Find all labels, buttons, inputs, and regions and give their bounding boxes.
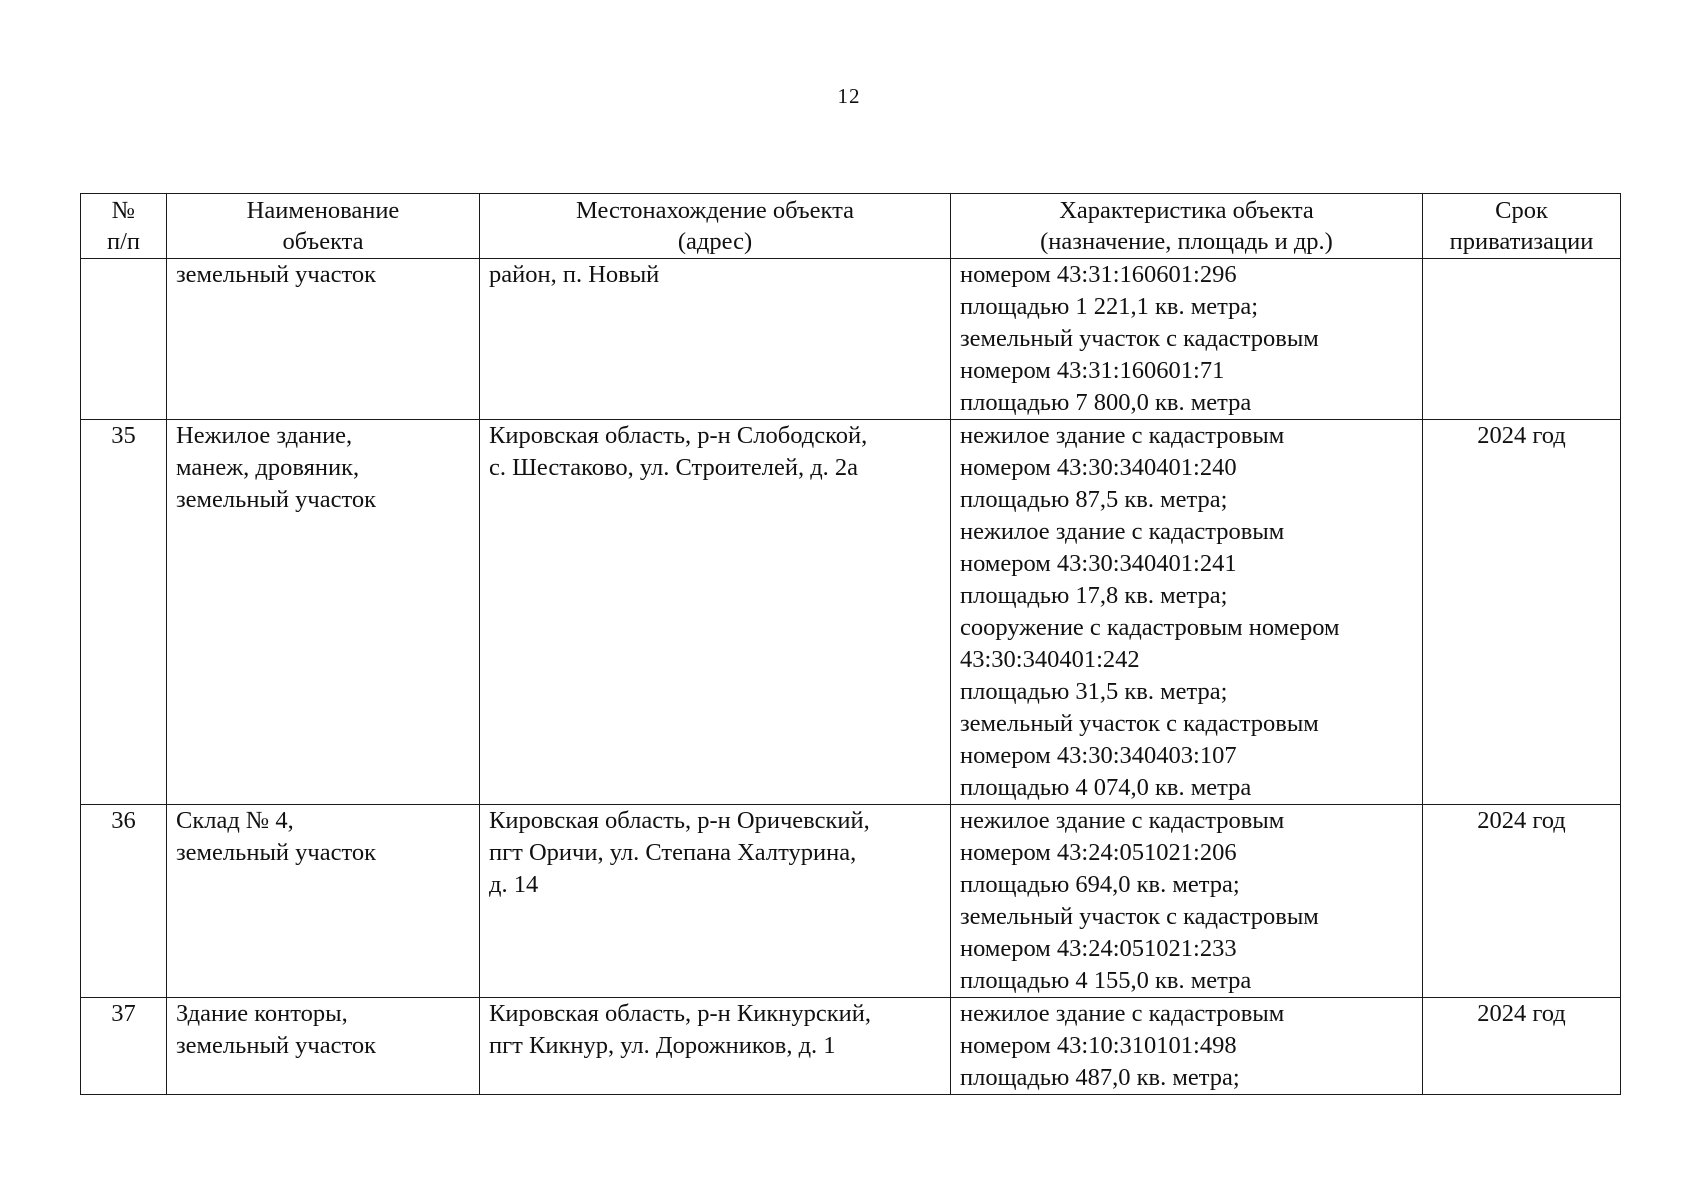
characteristics-line: площадью 17,8 кв. метра; [960,582,1228,609]
row-name-cell [167,259,480,420]
row-term-cell: 2024 год [1423,998,1621,1095]
name-line: земельный участок [176,486,376,513]
characteristics-line: номером 43:24:051021:206 [960,839,1237,866]
row-name-cell [167,805,480,998]
characteristics-line: площадью 1 221,1 кв. метра; [960,293,1259,320]
header-num-line: № [111,197,136,224]
row-num-cell [81,259,167,420]
address-line: Кировская область, р-н Кикнурский, [489,1000,871,1027]
characteristics-line: 43:30:340401:242 [960,646,1140,673]
table-row [81,420,1621,805]
row-term-cell [1423,259,1621,420]
privatization-table [80,193,1621,1095]
header-name [167,194,480,259]
address-line: пгт Кикнур, ул. Дорожников, д. 1 [489,1032,836,1059]
row-address-cell [480,420,951,805]
row-address-cell [480,259,951,420]
row-name-cell [167,420,480,805]
address-line: с. Шестаково, ул. Строителей, д. 2а [489,454,859,481]
header-num [81,194,167,259]
row-num-cell: 37 [81,998,167,1095]
row-characteristics-cell [951,259,1423,420]
name-line: земельный участок [176,261,376,288]
characteristics-line: нежилое здание с кадастровым [960,422,1285,449]
characteristics-line: площадью 4 155,0 кв. метра [960,967,1252,994]
characteristics-line: площадью 694,0 кв. метра; [960,871,1240,898]
characteristics-line: номером 43:31:160601:296 [960,261,1237,288]
characteristics-line: номером 43:24:051021:233 [960,935,1237,962]
name-line: Нежилое здание, [176,422,353,449]
header-address-line: Местонахождение объекта [576,197,854,224]
address-line: пгт Оричи, ул. Степана Халтурина, [489,839,857,866]
row-num-cell: 36 [81,805,167,998]
header-term [1423,194,1621,259]
characteristics-line: площадью 487,0 кв. метра; [960,1064,1240,1091]
header-characteristics-line: Характеристика объекта [1059,197,1314,224]
row-num-cell: 35 [81,420,167,805]
row-name-cell [167,998,480,1095]
page-number: 12 [837,84,861,108]
characteristics-line: площадью 7 800,0 кв. метра [960,389,1252,416]
header-num-line: п/п [106,228,141,255]
characteristics-line: площадью 87,5 кв. метра; [960,486,1228,513]
header-characteristics [951,194,1423,259]
header-name-line: объекта [282,228,364,255]
name-line: Здание конторы, [176,1000,348,1027]
row-characteristics-cell [951,805,1423,998]
address-line: Кировская область, р-н Слободской, [489,422,868,449]
characteristics-line: номером 43:30:340403:107 [960,742,1237,769]
characteristics-line: нежилое здание с кадастровым [960,518,1285,545]
name-line: Склад № 4, [176,807,294,834]
name-line: земельный участок [176,1032,376,1059]
table-row [81,805,1621,998]
characteristics-line: земельный участок с кадастровым [960,903,1319,930]
characteristics-line: площадью 4 074,0 кв. метра [960,774,1252,801]
row-characteristics-cell [951,420,1423,805]
characteristics-line: земельный участок с кадастровым [960,325,1319,352]
address-line: район, п. Новый [489,261,660,288]
row-characteristics-cell [951,998,1423,1095]
name-line: манеж, дровяник, [176,454,360,481]
characteristics-line: нежилое здание с кадастровым [960,1000,1285,1027]
table-header-row [81,194,1621,259]
header-term-line: приватизации [1449,228,1594,255]
name-line: земельный участок [176,839,376,866]
header-address-line: (адрес) [677,228,753,255]
characteristics-line: номером 43:31:160601:71 [960,357,1225,384]
header-term-line: Срок [1495,197,1548,224]
characteristics-line: земельный участок с кадастровым [960,710,1319,737]
header-name-line: Наименование [246,197,400,224]
characteristics-line: нежилое здание с кадастровым [960,807,1285,834]
header-address [480,194,951,259]
table-row [81,259,1621,420]
row-term-cell: 2024 год [1423,805,1621,998]
table-row [81,998,1621,1095]
characteristics-line: номером 43:30:340401:240 [960,454,1237,481]
characteristics-line: номером 43:30:340401:241 [960,550,1237,577]
row-term-cell: 2024 год [1423,420,1621,805]
characteristics-line: площадью 31,5 кв. метра; [960,678,1228,705]
characteristics-line: номером 43:10:310101:498 [960,1032,1237,1059]
address-line: Кировская область, р-н Оричевский, [489,807,870,834]
header-characteristics-line: (назначение, площадь и др.) [1040,228,1333,255]
characteristics-line: сооружение с кадастровым номером [960,614,1340,641]
row-address-cell [480,998,951,1095]
address-line: д. 14 [489,871,539,898]
row-address-cell [480,805,951,998]
